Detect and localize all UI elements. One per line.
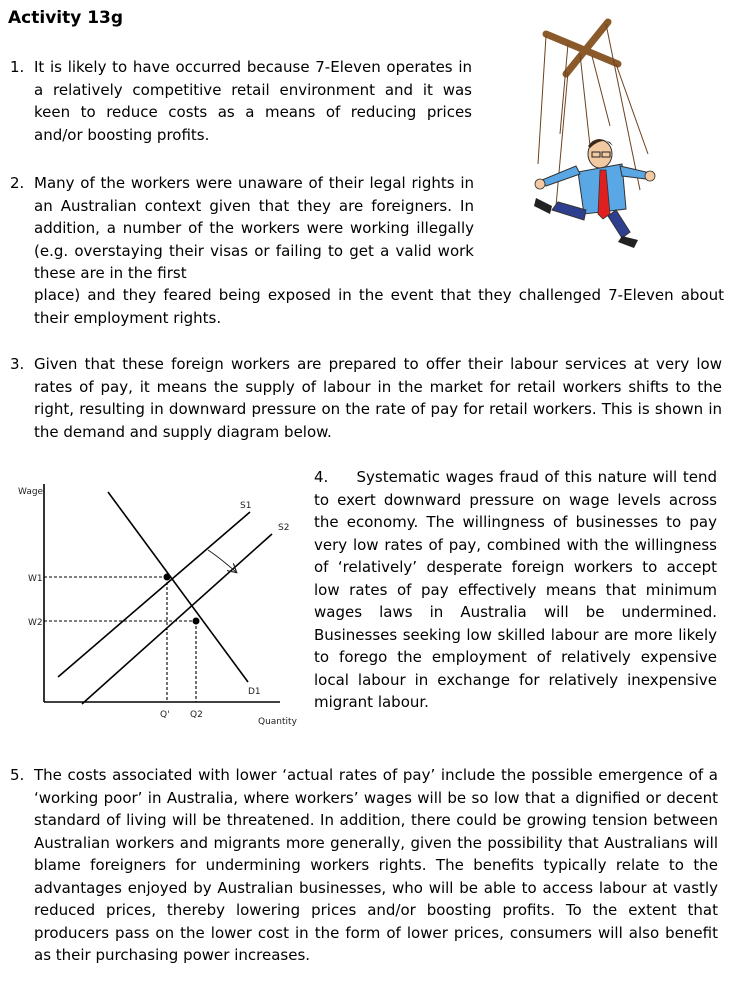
- answer-number: 3.: [10, 355, 25, 373]
- answer-text: 4. Systematic wages fraud of this nature will tend to exert downward pressure on wage levels across the economy. The willingness of businesses to pay very low rates of pay, combined with the willingness of ‘relatively’ desperate foreign workers to accept low rates of pay effectively means that minimum wages laws in Australia will be undermined. Businesses seeking low skilled labour are more likely to forego the employment of relatively expensive local labour in exchange for relatively inexpensive migrant labour.: [314, 468, 717, 711]
- answer-number: 1.: [10, 58, 25, 76]
- equilibrium-point-1: [164, 574, 171, 581]
- shift-arrow: [208, 550, 236, 572]
- label-q2: Q2: [190, 710, 203, 720]
- supply-curve-s1: [58, 512, 250, 677]
- x-axis-label: Quantity: [258, 717, 297, 727]
- answer-number: 2.: [10, 174, 25, 192]
- answer-3: [10, 353, 722, 443]
- answer-2: [10, 172, 474, 285]
- demand-curve-d1: [108, 492, 248, 682]
- marionette-businessman-icon: [518, 14, 674, 264]
- answer-text: It is likely to have occurred because 7-Eleven operates in a relatively competitive retail environment and it was keen to reduce costs as a means of reducing prices and/or boosting profits.: [34, 58, 472, 144]
- answer-text: The costs associated with lower ‘actual rates of pay’ include the possible emergence of a ‘working poor’ in Australia, where workers’ wages will be so low that a dignified or decent standard of living will be threatened. In addition, there could be growing tension between Australian workers and migrants more generally, given the possibility that Australians will blame foreigners for undermining workers rights. The benefits typically relate to the advantages enjoyed by Australian businesses, who will be able to access labour at vastly reduced prices, thereby lowering prices and/or boosting profits. To the extent that producers pass on the lower cost in the form of lower prices, consumers will also benefit as their purchasing power increases.: [34, 766, 718, 964]
- label-s1: S1: [240, 501, 252, 511]
- answer-text: Many of the workers were unaware of their legal rights in an Australian context given that they are foreigners. In addition, a number of the workers were working illegally (e.g. overstaying their visas or failing to get a valid work these are in the first: [34, 174, 474, 282]
- label-q1: Q': [160, 710, 170, 720]
- answer-number: 4.: [314, 468, 329, 486]
- answer-1: [10, 56, 472, 146]
- label-d1: D1: [248, 687, 261, 697]
- label-w1: W1: [28, 574, 43, 584]
- y-axis-label: Wage: [18, 487, 44, 497]
- answer-number: 5.: [10, 766, 25, 784]
- label-w2: W2: [28, 618, 43, 628]
- equilibrium-point-2: [193, 618, 200, 625]
- supply-curve-s2: [82, 534, 272, 704]
- answer-5: [10, 764, 718, 967]
- answer-text: place) and they feared being exposed in the event that they challenged 7-Eleven about their employment rights.: [34, 286, 724, 327]
- answer-2-continued: [34, 284, 724, 329]
- labour-market-diagram: [10, 472, 310, 734]
- answer-4: [314, 466, 717, 714]
- answer-text: Given that these foreign workers are prepared to offer their labour services at very low rates of pay, it means the supply of labour in the market for retail workers shifts to the right, resulting in downward pressure on the rate of pay for retail workers. This is shown in the demand and supply diagram below.: [34, 355, 722, 441]
- activity-heading: Activity 13g: [8, 8, 124, 28]
- label-s2: S2: [278, 523, 290, 533]
